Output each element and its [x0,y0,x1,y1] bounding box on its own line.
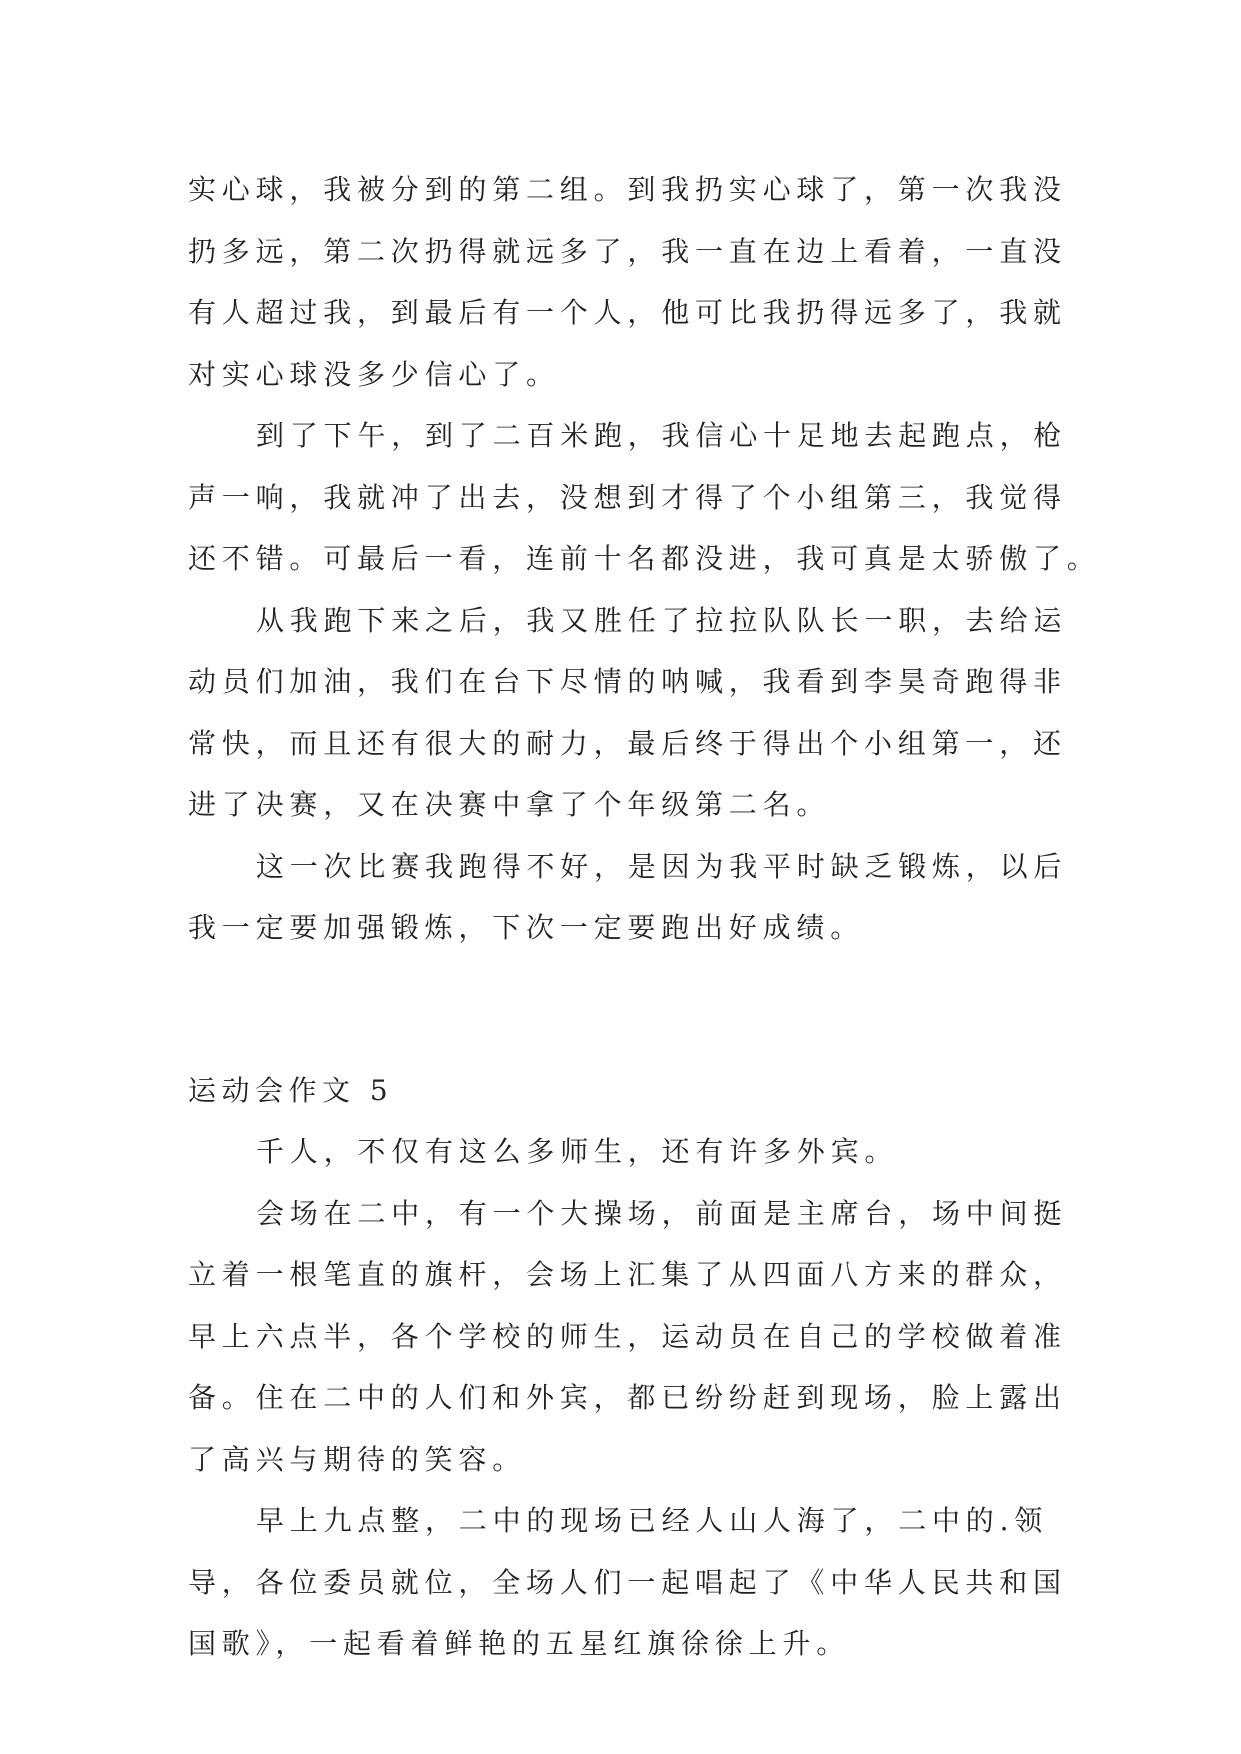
text-line: 常快，而且还有很大的耐力，最后终于得出个小组第一，还 [188,726,1067,760]
text-line: 导，各位委员就位，全场人们一起唱起了《中华人民共和国 [188,1565,1067,1599]
text-line: 我一定要加强锻炼，下次一定要跑出好成绩。 [188,911,865,944]
text-line: 还不错。可最后一看，连前十名都没进，我可真是太骄傲了。 [188,542,1101,575]
paragraph [188,1490,1068,1675]
document-body [188,159,1101,1675]
text-line: 会场在二中，有一个大操场，前面是主席台，场中间挺 [256,1196,1068,1230]
text-line: 这一次比赛我跑得不好，是因为我平时缺乏锻炼，以后 [256,849,1068,883]
paragraph [188,159,1068,405]
text-line: 千人，不仅有这么多师生，还有许多外宾。 [256,1135,899,1168]
text-line: 备。住在二中的人们和外宾，都已纷纷赶到现场，脸上露出 [188,1381,1067,1414]
paragraph [188,836,1068,959]
text-line: 对实心球没多少信心了。 [188,357,560,391]
text-line: 有人超过我，到最后有一个人，他可比我扔得远多了，我就 [188,296,1067,329]
text-line: 扔多远，第二次扔得就远多了，我一直在边上看着，一直没 [188,234,1067,268]
text-line: 动员们加油，我们在台下尽情的呐喊，我看到李昊奇跑得非 [188,665,1067,698]
text-line: 进了决赛，又在决赛中拿了个年级第二名。 [188,788,831,821]
text-line: 立着一根笔直的旗杆，会场上汇集了从四面八方来的群众， [188,1258,1067,1291]
text-line: 了高兴与期待的笑容。 [188,1442,527,1476]
text-line: 国歌》，一起看着鲜艳的五星红旗徐徐上升。 [188,1627,851,1660]
paragraph [188,405,1101,590]
paragraph [188,1121,1068,1183]
text-line: 声一响，我就冲了出去，没想到才得了个小组第三，我觉得 [188,480,1067,514]
paragraph [188,590,1068,836]
text-line: 从我跑下来之后，我又胜任了拉拉队队长一职，去给运 [256,603,1068,637]
text-line: 实心球，我被分到的第二组。到我扔实心球了，第一次我没 [188,173,1067,206]
section-heading: 运动会作文 5 [188,1073,394,1107]
text-line: 早上六点半，各个学校的师生，运动员在自己的学校做着准 [188,1319,1067,1353]
section-gap [188,959,1068,1060]
text-line: 到了下午，到了二百米跑，我信心十足地去起跑点，枪 [256,419,1068,452]
paragraph [188,1183,1068,1491]
text-line: 早上九点整，二中的现场已经人山人海了，二中的.领 [256,1504,1049,1537]
